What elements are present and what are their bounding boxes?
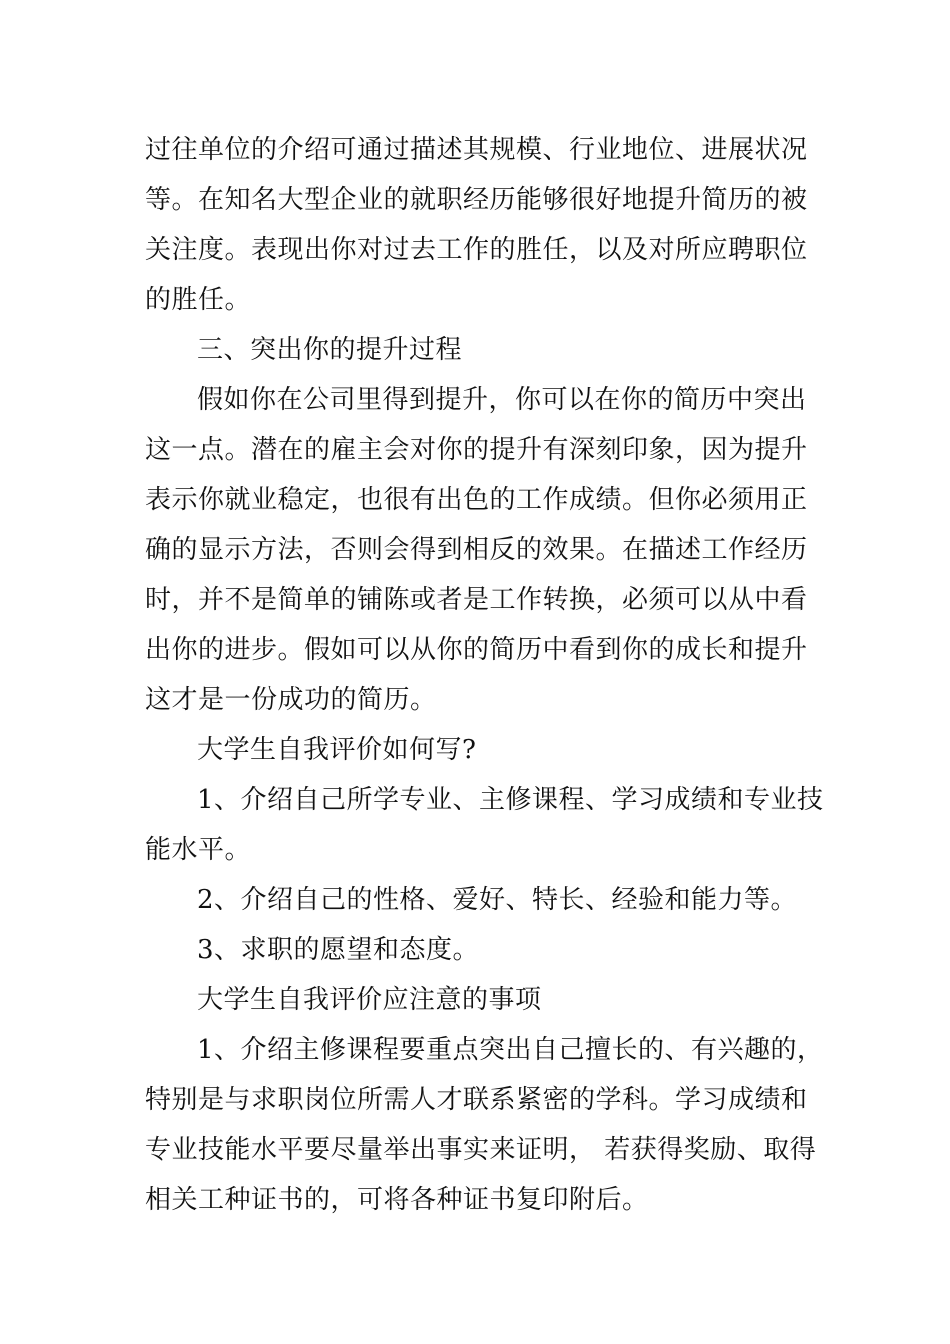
list-item: 3、求职的愿望和态度。 xyxy=(197,935,480,965)
text-line: 关注度。表现出你对过去工作的胜任，以及对所应聘职位 xyxy=(145,235,808,265)
list-item: 1、介绍自己所学专业、主修课程、学习成绩和专业技 xyxy=(197,785,824,815)
text-line: 等。在知名大型企业的就职经历能够很好地提升简历的被 xyxy=(145,185,808,215)
text-line: 这才是一份成功的简历。 xyxy=(145,685,437,715)
text-line: 专业技能水平要尽量举出事实来证明， 若获得奖励、取得 xyxy=(145,1135,817,1165)
text-line: 的胜任。 xyxy=(145,285,252,315)
text-line: 假如你在公司里得到提升，你可以在你的简历中突出 xyxy=(197,385,807,415)
section-heading: 大学生自我评价应注意的事项 xyxy=(197,985,542,1015)
document-body xyxy=(145,125,824,1225)
text-line: 这一点。潜在的雇主会对你的提升有深刻印象，因为提升 xyxy=(145,435,808,465)
section-heading: 大学生自我评价如何写? xyxy=(197,735,477,765)
list-item: 1、介绍主修课程要重点突出自己擅长的、有兴趣的， xyxy=(197,1035,824,1065)
text-line: 确的显示方法，否则会得到相反的效果。在描述工作经历 xyxy=(145,535,808,565)
list-item: 2、介绍自己的性格、爱好、特长、经验和能力等。 xyxy=(197,885,798,915)
text-line: 能水平。 xyxy=(145,835,252,865)
text-line: 过往单位的介绍可通过描述其规模、行业地位、进展状况 xyxy=(145,135,808,165)
text-line: 特别是与求职岗位所需人才联系紧密的学科。学习成绩和 xyxy=(145,1085,808,1115)
section-heading: 三、突出你的提升过程 xyxy=(197,335,463,365)
text-line: 出你的进步。假如可以从你的简历中看到你的成长和提升 xyxy=(145,635,808,665)
text-line: 表示你就业稳定，也很有出色的工作成绩。但你必须用正 xyxy=(145,485,808,515)
text-line: 时，并不是简单的铺陈或者是工作转换，必须可以从中看 xyxy=(145,585,808,615)
text-line: 相关工种证书的，可将各种证书复印附后。 xyxy=(145,1185,649,1215)
